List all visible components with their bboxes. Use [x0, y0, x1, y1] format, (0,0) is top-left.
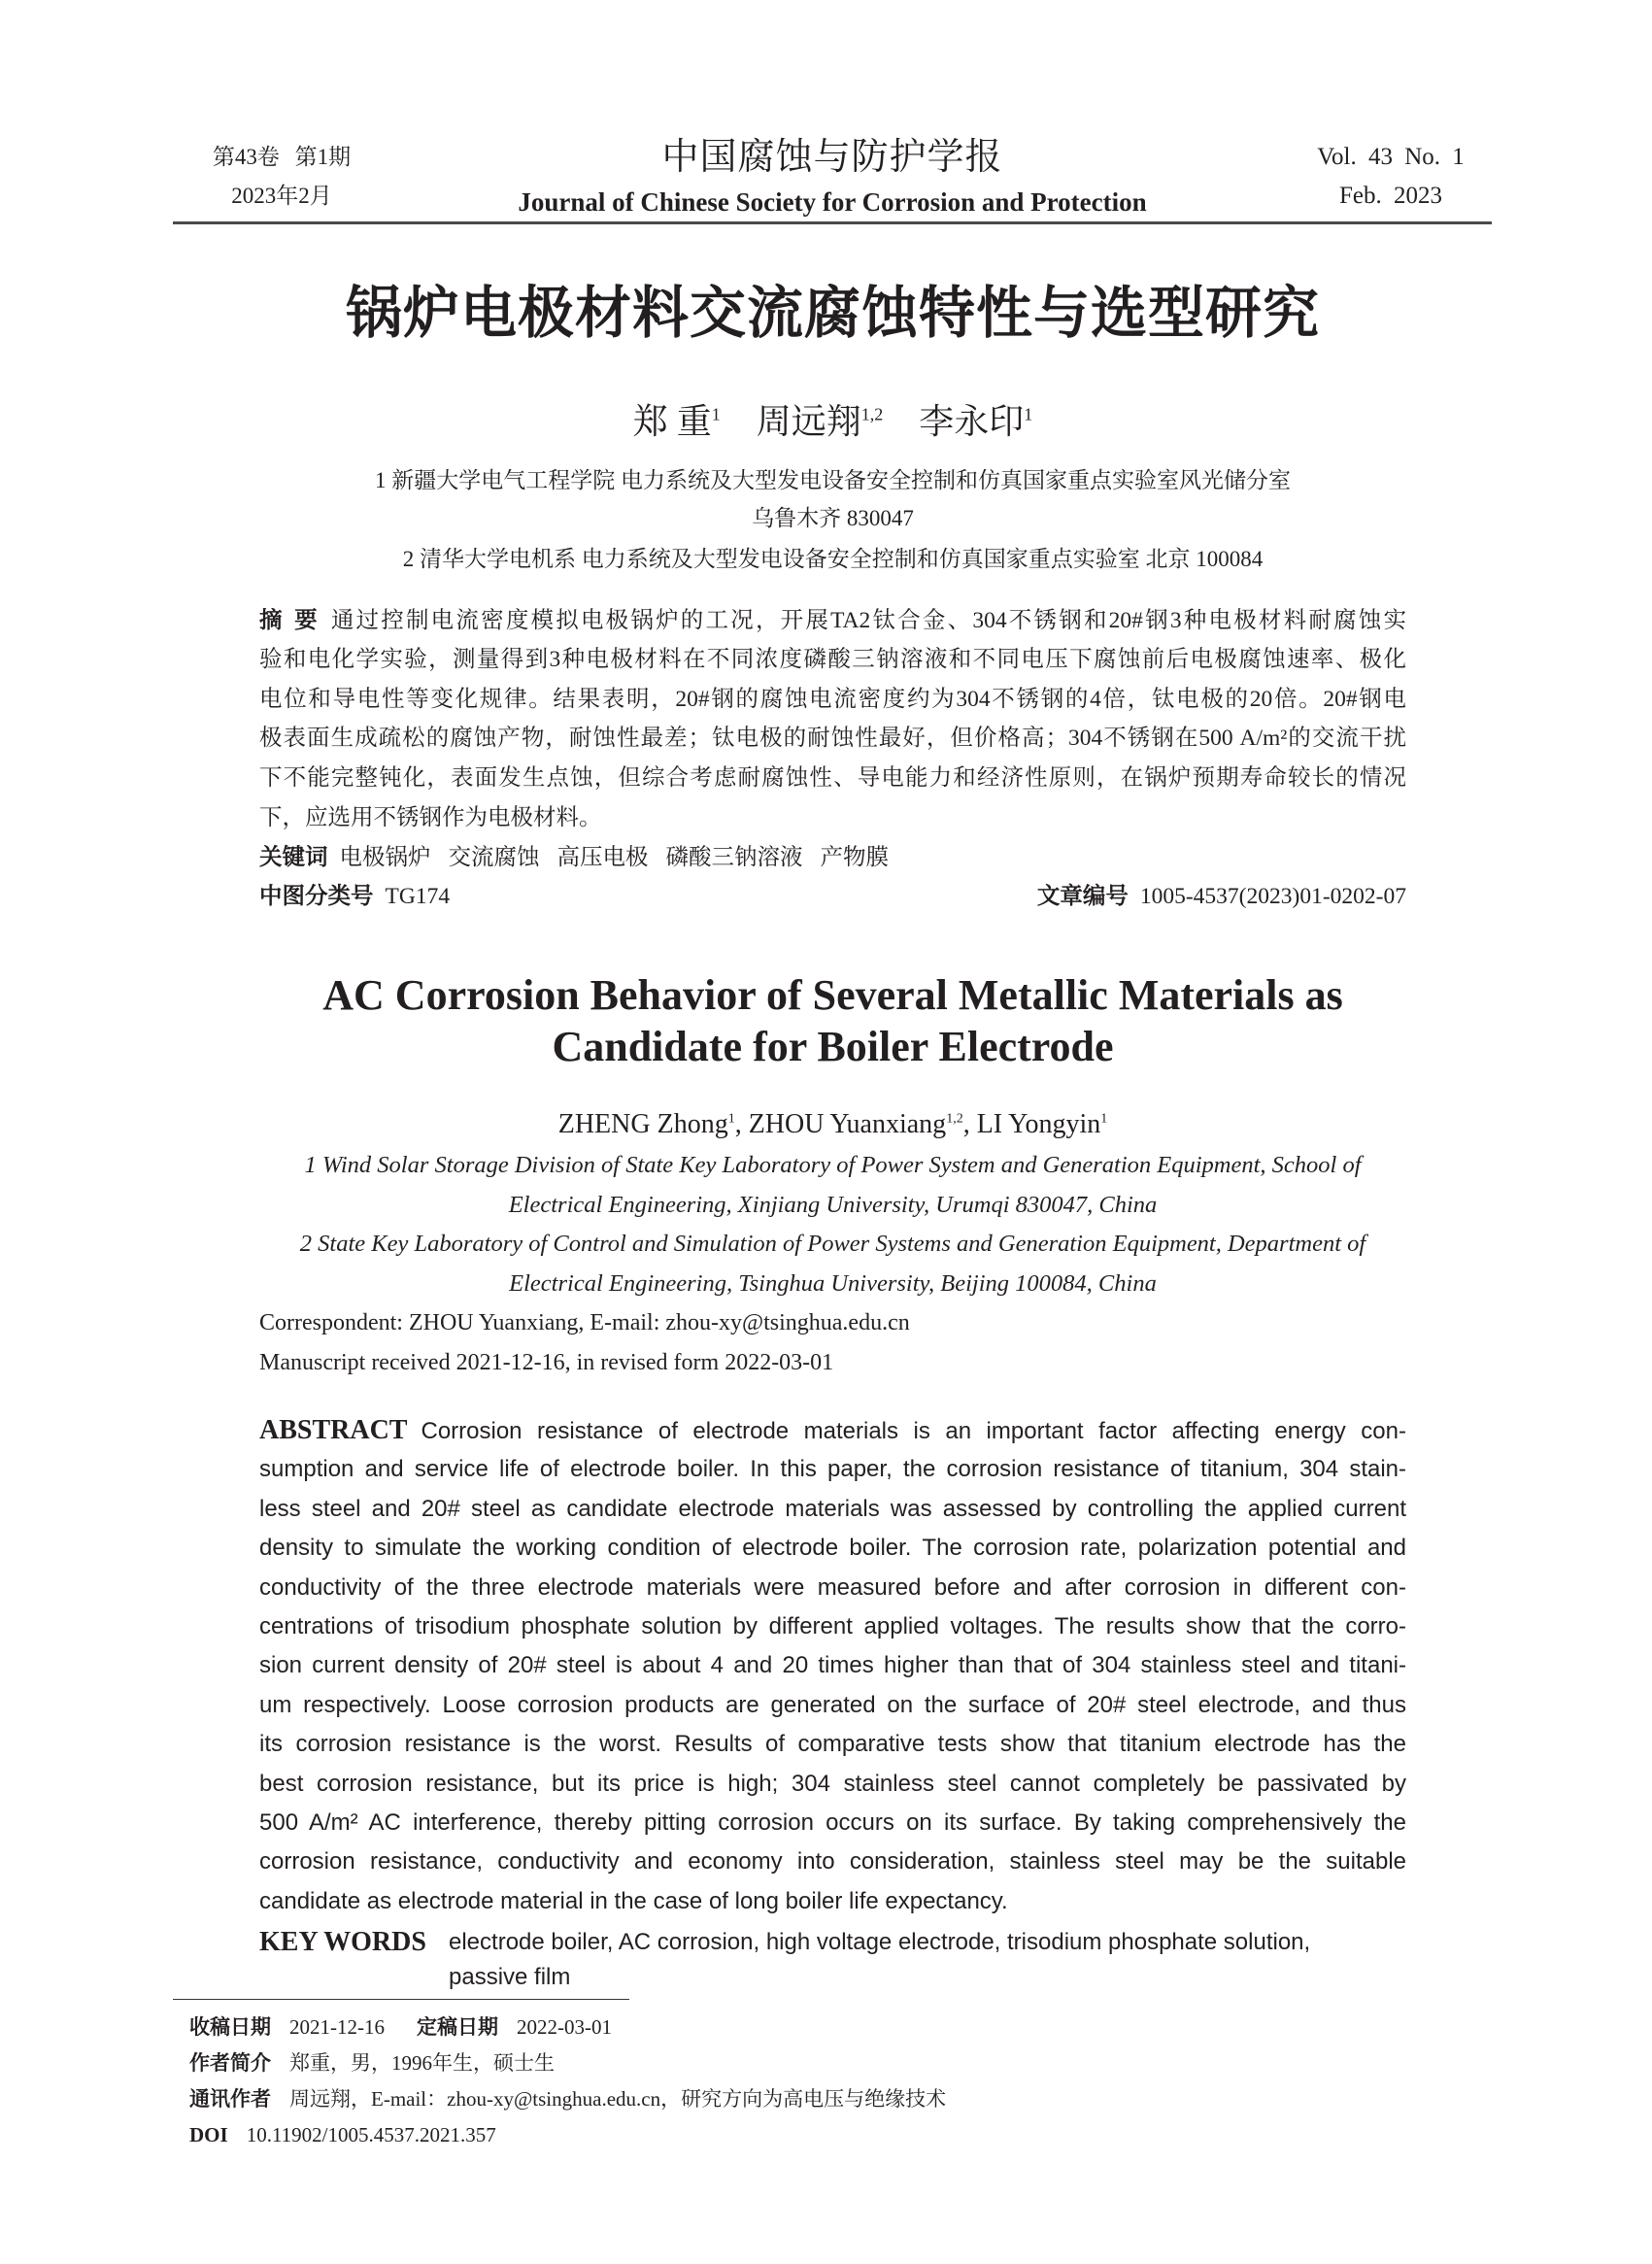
- abstract-cn-text: 通过控制电流密度模拟电极锅炉的工况，开展TA2钛合金、304不锈钢和20#钢3种电极材料耐腐蚀实: [330, 608, 1406, 633]
- author-name: 郑 重: [632, 402, 712, 441]
- abstract-en-line: sumption and service life of electrode boiler. In this paper, the corrosion resistance of titanium, 304 stain-: [259, 1456, 1406, 1483]
- abstract-en-line: [259, 1411, 1406, 1450]
- affiliation-cn-line: 2 清华大学电机系 电力系统及大型发电设备安全控制和仿真国家重点实验室 北京 100084: [402, 547, 1264, 571]
- author-bio-label: 作者简介: [189, 2051, 271, 2075]
- affiliation-en-line: 1 Wind Solar Storage Division of State Key Laboratory of Power System and Generation Equipment, School of: [304, 1152, 1362, 1178]
- abstract-cn-line: 验和电化学实验，测量得到3种电极材料在不同浓度磷酸三钠溶液和不同电压下腐蚀前后电极腐蚀速率、极化: [259, 646, 1406, 672]
- doi-value: 10.11902/1005.4537.2021.357: [246, 2123, 496, 2146]
- abstract-en-line: less steel and 20# steel as candidate electrode materials was assessed by controlling the applied current: [259, 1495, 1406, 1522]
- author-name: 周远翔: [756, 402, 861, 441]
- keywords-en-line: electrode boiler, AC corrosion, high voltage electrode, trisodium phosphate solution,: [449, 1929, 1311, 1955]
- abstract-en-line: sion current density of 20# steel is about 4 and 20 times higher than that of 304 stainless steel and titani-: [259, 1652, 1406, 1679]
- author-cn: [919, 402, 1032, 441]
- keyword-cn: 电极锅炉: [339, 845, 431, 870]
- abstract-en-line: conductivity of the three electrode materials were measured before and after corrosion in different con-: [259, 1573, 1406, 1601]
- author-separator: ,: [734, 1109, 749, 1139]
- volume-issue-cn: 第43卷 第1期: [212, 145, 352, 169]
- abstract-en-line: centrations of trisodium phosphate solution by different applied voltages. The results show that the corro-: [259, 1612, 1406, 1639]
- footnote-dates: [189, 2010, 1403, 2045]
- keywords-en: [449, 1925, 1406, 1995]
- footnote-doi: [189, 2117, 1403, 2153]
- abstract-cn-line: 极表面生成疏松的腐蚀产物，耐蚀性最差；钛电极的耐蚀性最好，但价格高；304不锈钢在500 A/m²的交流干扰: [259, 726, 1406, 752]
- journal-name-cn: 中国腐蚀与防护学报: [661, 137, 1003, 178]
- abstract-en-line: best corrosion resistance, but its price is high; 304 stainless steel cannot completely be passivated by: [259, 1770, 1406, 1797]
- paper-title-en: [259, 969, 1406, 1072]
- affiliation-en-line: 2 State Key Laboratory of Control and Simulation of Power Systems and Generation Equipment, Department of: [299, 1231, 1366, 1258]
- affiliation-en-line: Electrical Engineering, Tsinghua University, Beijing 100084, China: [509, 1270, 1157, 1298]
- keyword-cn: 交流腐蚀: [448, 845, 540, 870]
- abstract-cn: [259, 600, 1406, 838]
- header-left: [185, 138, 379, 216]
- abstract-cn-line: 电位和导电性等变化规律。结果表明，20#钢的腐蚀电流密度约为304不锈钢的4倍，钛电极的20倍。20#钢电: [259, 686, 1406, 712]
- clc-label: 中图分类号: [259, 882, 374, 909]
- paper-title-cn: 锅炉电极材料交流腐蚀特性与选型研究: [345, 280, 1320, 346]
- header-divider: [173, 221, 1492, 224]
- abstract-en-line: density to simulate the working condition of electrode boiler. The corrosion rate, polarization potential and: [259, 1535, 1406, 1562]
- author-name-en: ZHOU Yuanxiang: [748, 1109, 947, 1139]
- abstract-en-text: Corrosion resistance of electrode materials is an important factor affecting energy con-: [421, 1418, 1406, 1444]
- accepted-label: 定稿日期: [417, 2015, 498, 2039]
- affiliation-cn-line: 1 新疆大学电气工程学院 电力系统及大型发电设备安全控制和仿真国家重点实验室风光储分室: [375, 468, 1291, 492]
- footnote-author-bio: [189, 2045, 1403, 2081]
- abstract-en-label: ABSTRACT: [259, 1415, 408, 1445]
- manuscript-dates-line: Manuscript received 2021-12-16, in revised form 2022-03-01: [259, 1350, 834, 1375]
- received-date: 2021-12-16: [289, 2015, 385, 2039]
- article-number-value: 1005-4537(2023)01-0202-07: [1139, 884, 1406, 909]
- paper-title-en-line: AC Corrosion Behavior of Several Metallic Materials as: [322, 971, 1343, 1019]
- keywords-en-line: passive film: [449, 1964, 571, 1990]
- clc-value: TG174: [385, 884, 451, 909]
- date-cn: 2023年2月: [231, 184, 332, 208]
- correspondent-line: Correspondent: ZHOU Yuanxiang, E-mail: zhou-xy@tsinghua.edu.cn: [259, 1310, 910, 1335]
- author-name-en: LI Yongyin: [976, 1109, 1101, 1139]
- author-bio: 郑重，男，1996年生，硕士生: [289, 2051, 555, 2075]
- keyword-cn: 产物膜: [820, 845, 889, 870]
- author-affil-mark: 1,2: [860, 404, 884, 424]
- abstract-en-line: candidate as electrode material in the case of long boiler life expectancy.: [259, 1887, 1008, 1914]
- affiliation-cn-line: 乌鲁木齐 830047: [752, 506, 914, 530]
- author-list-en: [259, 1107, 1406, 1142]
- abstract-en-line: its corrosion resistance is the worst. Results of comparative tests show that titanium electrode has the: [259, 1731, 1406, 1758]
- abstract-cn-label: 摘 要: [259, 606, 320, 633]
- volume-issue-en: Vol. 43 No. 1: [1317, 144, 1465, 170]
- author-cn: [633, 402, 721, 441]
- author-affil-mark: 1: [1024, 404, 1033, 424]
- abstract-cn-line: [259, 600, 1406, 640]
- corresponding-label: 通讯作者: [189, 2087, 271, 2111]
- abstract-en: [259, 1411, 1406, 1921]
- author-affil-mark: 1,2: [946, 1111, 963, 1127]
- accepted-date: 2022-03-01: [517, 2015, 612, 2039]
- abstract-en-line: 500 A/m² AC interference, thereby pitting corrosion occurs on its surface. By taking comprehensively the: [259, 1808, 1406, 1836]
- keyword-cn: 高压电极: [556, 845, 649, 870]
- article-number: [1037, 876, 1406, 916]
- author-list-cn: [259, 400, 1406, 443]
- footnotes: [189, 2010, 1403, 2153]
- footnote-corresponding: [189, 2081, 1403, 2117]
- keyword-cn: 磷酸三钠溶液: [665, 845, 803, 870]
- clc-number: [259, 876, 450, 916]
- journal-name-en: Journal of Chinese Society for Corrosion and Protection: [518, 187, 1147, 217]
- keywords-en-label: KEY WORDS: [259, 1927, 426, 1957]
- affiliations-en: [259, 1146, 1406, 1304]
- received-label: 收稿日期: [189, 2015, 271, 2039]
- author-affil-mark: 1: [1100, 1111, 1108, 1127]
- footnote-divider: [173, 1999, 629, 2000]
- author-affil-mark: 1: [727, 1111, 735, 1127]
- keywords-cn: [259, 837, 1406, 877]
- abstract-en-line: corrosion resistance, conductivity and economy into consideration, stainless steel may be the suitable: [259, 1848, 1406, 1875]
- author-name: 李永印: [919, 402, 1025, 441]
- corresponding-info: 周远翔，E-mail：zhou-xy@tsinghua.edu.cn，研究方向为高电压与绝缘技术: [289, 2087, 947, 2111]
- affiliation-en-line: Electrical Engineering, Xinjiang University, Urumqi 830047, China: [508, 1191, 1158, 1218]
- paper-title-en-line: Candidate for Boiler Electrode: [552, 1023, 1114, 1070]
- header-right: [1294, 138, 1488, 216]
- author-separator: ,: [962, 1109, 977, 1139]
- abstract-cn-line: 下不能完整钝化，表面发生点蚀，但综合考虑耐腐蚀性、导电能力和经济性原则，在锅炉预期寿命较长的情况: [259, 765, 1406, 792]
- article-number-label: 文章编号: [1036, 882, 1129, 909]
- author-name-en: ZHENG Zhong: [557, 1109, 728, 1139]
- classification-row: [259, 876, 1406, 916]
- date-en: Feb. 2023: [1339, 183, 1442, 209]
- author-affil-mark: 1: [711, 404, 721, 424]
- keywords-cn-label: 关键词: [259, 843, 328, 870]
- abstract-en-line: um respectively. Loose corrosion products are generated on the surface of 20# steel electrode, and thus: [259, 1691, 1406, 1718]
- abstract-cn-line: 下，应选用不锈钢作为电极材料。: [259, 804, 602, 830]
- doi-label: DOI: [189, 2123, 228, 2146]
- author-cn: [757, 402, 884, 441]
